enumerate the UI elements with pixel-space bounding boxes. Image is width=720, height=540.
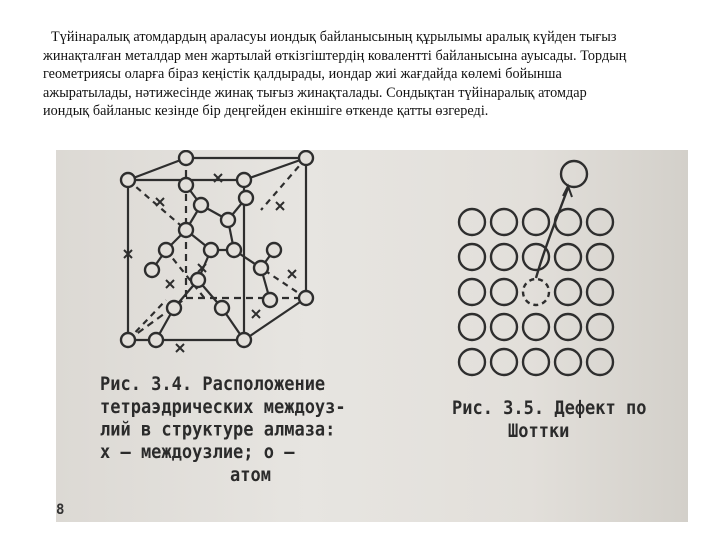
vacancy-circle <box>523 279 549 305</box>
lattice-row <box>459 349 613 375</box>
caption-line: Шоттки <box>508 420 570 443</box>
scanned-figure-photo <box>56 150 688 522</box>
paragraph-line: Түйінаралық атомдардың араласуы иондық байланысының құрылымы аралық күйден тығыз <box>51 29 617 45</box>
lattice-row <box>459 209 613 235</box>
page-number-mark: 8 <box>56 502 65 518</box>
caption-line: атом <box>230 464 271 487</box>
paragraph-line: жинақталған металдар мен жартылай өткізгіштердің ковалентті байланысына ауысады. Тордың <box>43 47 627 64</box>
paragraph-line: геометриясы оларға біраз кеңістік қалдырады, иондар жиі жағдайда көлемі бойынша <box>43 66 562 83</box>
figure-3-4-caption <box>100 374 346 487</box>
figure-3-5-caption <box>452 398 646 443</box>
paragraph-line: иондық байланыс кезінде бір деңгейден екіншіге өткенде қатты өзгереді. <box>43 103 489 120</box>
lattice-row <box>459 279 613 305</box>
caption-line: лий в структуре алмаза: <box>100 419 336 441</box>
body-paragraph <box>43 28 683 121</box>
paragraph-line: ажыратылады, нәтижесінде жинақ тығыз жинақталады. Сондықтан түйінаралық атомдар <box>43 84 587 101</box>
schottky-defect-diagram <box>459 161 613 375</box>
lattice-row <box>459 244 613 270</box>
caption-line: х — междоузлие; о — <box>100 442 295 464</box>
caption-line: тетраэдрических междоуз- <box>100 396 346 419</box>
lattice-row <box>459 314 613 340</box>
caption-line: Рис. 3.5. Дефект по <box>452 398 647 420</box>
caption-line: Рис. 3.4. Расположение <box>100 374 326 396</box>
displaced-atom <box>561 161 587 187</box>
